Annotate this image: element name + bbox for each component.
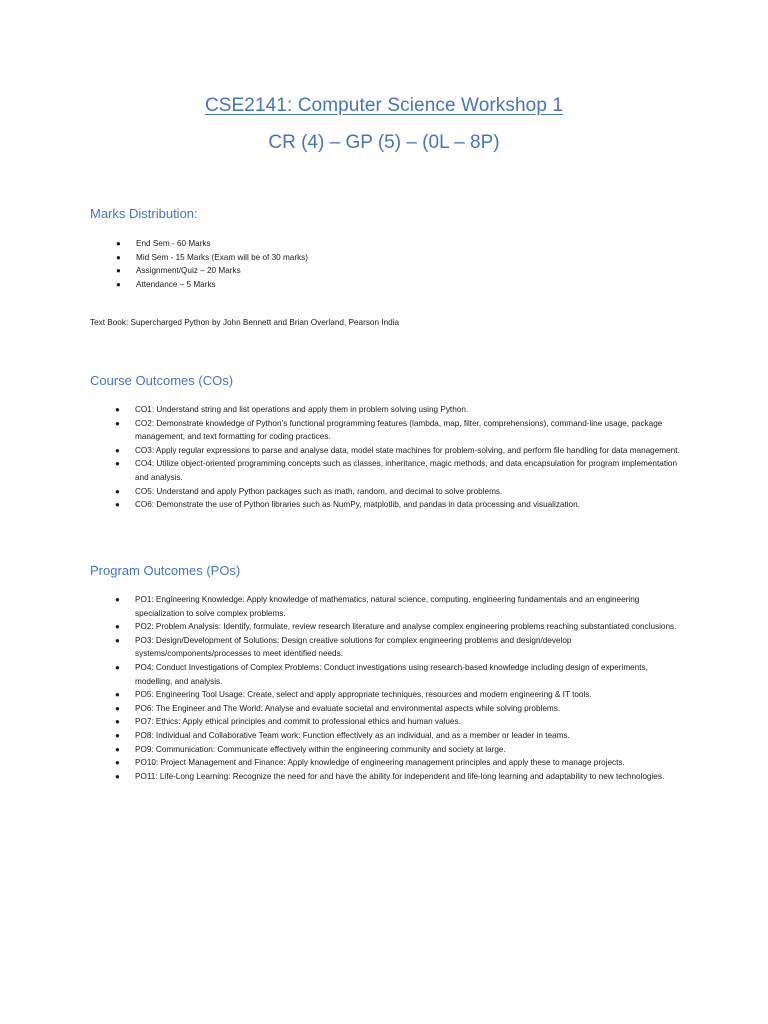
list-item: ● PO7: Ethics: Apply ethical principles and commit to professional ethics and human values.: [135, 715, 685, 729]
list-item: ● PO1: Engineering Knowledge: Apply knowledge of mathematics, natural science, computing, engineering fundamentals and an engineering specialization to solve complex problems.: [115, 595, 640, 618]
marks-distribution-list: [116, 237, 556, 291]
course-title: CSE2141: Computer Science Workshop 1: [204, 95, 564, 116]
bullet-icon: ●: [115, 445, 120, 455]
bullet-icon: ●: [115, 744, 120, 754]
bullet-icon: ●: [116, 252, 121, 262]
list-item: ● CO2: Demonstrate knowledge of Python’s functional programming features (lambda, map, filter, comprehensions), command-line usage, package management, and text formatting for coding practices.: [115, 418, 663, 442]
bullet-icon: ●: [115, 690, 120, 700]
list-item: ● PO8: Individual and Collaborative Team work: Function effectively as an individual, and as a member or leader in teams.: [135, 729, 685, 743]
bullet-icon: ●: [115, 486, 120, 496]
bullet-icon: ●: [115, 771, 120, 781]
list-item: ● CO3: Apply regular expressions to parse and analyse data, model state machines for problem-solving, and perform file handling for data management.: [135, 444, 685, 458]
bullet-icon: ●: [115, 635, 120, 645]
list-item: ● Assignment/Quiz – 20 Marks: [136, 264, 556, 278]
list-item: ● CO5: Understand and apply Python packages such as math, random, and decimal to solve problems.: [135, 485, 685, 499]
bullet-icon: ●: [115, 405, 120, 414]
program-outcomes-list: [115, 593, 685, 783]
bullet-icon: ●: [115, 730, 120, 740]
bullet-icon: ●: [115, 500, 120, 510]
bullet-icon: ●: [115, 662, 120, 672]
list-item: ● PO11: Life-Long Learning: Recognize the need for and have the ability for independent and life-long learning and adaptability to new technologies.: [135, 770, 685, 784]
list-item: ● CO1: Understand string and list operations and apply them in problem solving using Python.: [135, 403, 685, 417]
bullet-icon: ●: [116, 266, 121, 276]
bullet-icon: ●: [115, 703, 120, 713]
bullet-icon: ●: [115, 459, 120, 469]
list-item: ● PO10: Project Management and Finance: Apply knowledge of engineering management principles and apply these to manage projects.: [135, 756, 685, 770]
bullet-icon: ●: [115, 758, 120, 768]
list-item: ● PO5: Engineering Tool Usage: Create, select and apply appropriate techniques, resources and modern engineering & IT tools.: [135, 688, 685, 702]
list-item: ● Mid Sem - 15 Marks (Exam will be of 30 marks): [136, 251, 556, 265]
list-item: ● PO2: Problem Analysis: Identify, formulate, review research literature and analyse complex engineering problems reaching substantiated conclusions.: [135, 620, 685, 634]
credit-info: CR (4) – GP (5) – (0L – 8P): [268, 132, 500, 153]
list-item: ● Attendance – 5 Marks: [136, 278, 556, 292]
bullet-icon: ●: [116, 279, 121, 289]
program-outcomes-heading: Program Outcomes (POs): [90, 563, 241, 578]
list-item: ● PO9: Communication: Communicate effectively within the engineering community and society at large.: [135, 743, 685, 757]
bullet-icon: ●: [116, 239, 121, 248]
course-outcomes-heading: Course Outcomes (COs): [90, 373, 234, 388]
bullet-icon: ●: [115, 418, 120, 428]
list-item: ● PO3: Design/Development of Solutions: Design creative solutions for complex engineering problems and design/develop systems/components/processes to meet identified needs.: [115, 635, 572, 659]
list-item: ● PO6: The Engineer and The World: Analyse and evaluate societal and environmental aspects while solving problems.: [135, 702, 685, 716]
text-book-reference: Text Book: Supercharged Python by John Bennett and Brian Overland, Pearson India: [90, 318, 400, 327]
list-item: ● PO4: Conduct Investigations of Complex Problems: Conduct investigations using research-based knowledge including design of experiments, modelling, and analysis.: [115, 662, 648, 686]
list-item: ● CO4: Utilize object-oriented programming concepts such as classes, inheritance, magic methods, and data encapsulation for program implementation and analysis.: [115, 459, 678, 482]
bullet-icon: ●: [115, 622, 120, 632]
course-outcomes-list: [115, 403, 685, 512]
bullet-icon: ●: [115, 595, 120, 604]
list-item: ● CO6: Demonstrate the use of Python libraries such as NumPy, matplotlib, and pandas in data processing and visualization.: [135, 498, 685, 512]
list-item: ● End Sem - 60 Marks: [136, 237, 556, 251]
bullet-icon: ●: [115, 717, 120, 727]
marks-distribution-heading: Marks Distribution:: [90, 206, 198, 221]
